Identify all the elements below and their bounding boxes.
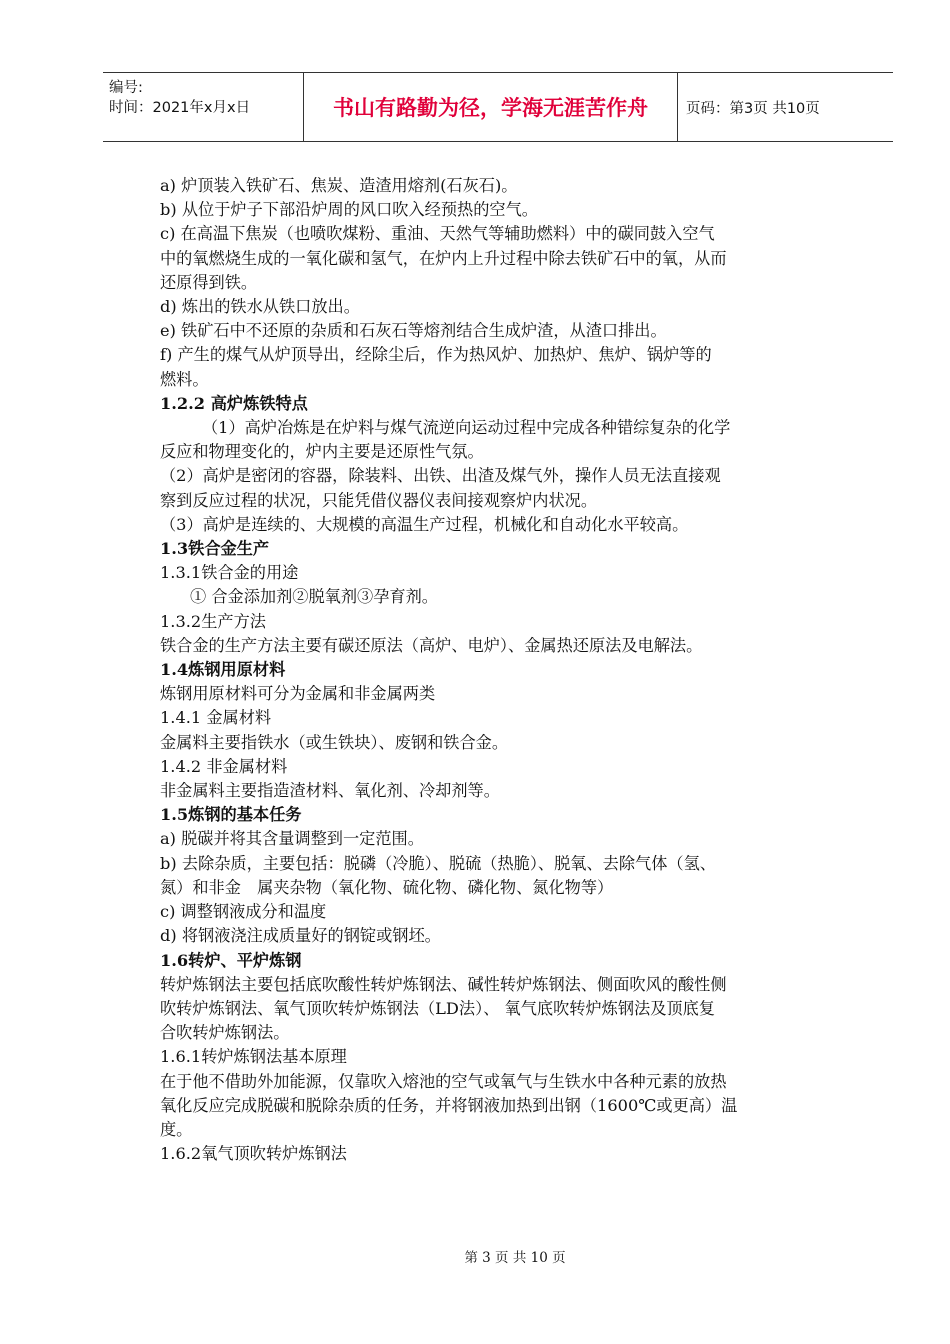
subsection-heading: 1.6.1转炉炼钢法基本原理 <box>160 1047 347 1067</box>
page-footer: 第 3 页 共 10 页 <box>464 1250 566 1266</box>
body-line: 转炉炼钢法主要包括底吹酸性转炉炼钢法、碱性转炉炼钢法、侧面吹风的酸性侧 <box>160 974 727 994</box>
header-page-info: 页码：第3页 共10页 <box>686 100 820 117</box>
body-line: 察到反应过程的状况，只能凭借仪器仪表间接观察炉内状况。 <box>160 490 598 510</box>
body-line: 吹转炉炼钢法、氧气顶吹转炉炼钢法（LD法）、 氧气底吹转炉炼钢法及顶底复 <box>160 998 715 1018</box>
section-heading: 1.5炼钢的基本任务 <box>160 805 302 825</box>
body-line: 炼钢用原材料可分为金属和非金属两类 <box>160 684 436 704</box>
body-line: 在于他不借助外加能源，仅靠吹入熔池的空气或氧气与生铁水中各种元素的放热 <box>160 1071 727 1091</box>
body-line: b) 去除杂质，主要包括：脱磷（冷脆）、脱硫（热脆）、脱氧、去除气体（氢、 <box>160 853 716 873</box>
section-heading: 1.3铁合金生产 <box>160 539 270 559</box>
body-line: 还原得到铁。 <box>160 272 258 292</box>
subsection-heading: 1.6.2氧气顶吹转炉炼钢法 <box>160 1144 347 1164</box>
body-line: b) 从位于炉子下部沿炉周的风口吹入经预热的空气。 <box>160 200 538 220</box>
body-line: （3）高炉是连续的、大规模的高温生产过程，机械化和自动化水平较高。 <box>160 514 689 534</box>
body-line: （1）高炉冶炼是在炉料与煤气流逆向运动过程中完成各种错综复杂的化学 <box>202 418 731 438</box>
subsection-heading: 1.3.2生产方法 <box>160 611 266 631</box>
body-line: a) 炉顶装入铁矿石、焦炭、造渣用熔剂(石灰石)。 <box>160 176 518 195</box>
body-line: d) 炼出的铁水从铁口放出。 <box>160 297 360 317</box>
body-line: a) 脱碳并将其含量调整到一定范围。 <box>160 829 424 849</box>
body-line: 金属料主要指铁水（或生铁块）、废钢和铁合金。 <box>160 732 509 752</box>
header-meta <box>103 73 303 141</box>
document-body <box>160 174 840 1166</box>
section-heading: 1.6转炉、平炉炼钢 <box>160 950 302 970</box>
body-line: d) 将钢液浇注成质量好的钢锭或钢坯。 <box>160 926 441 946</box>
body-line: f) 产生的煤气从炉顶导出，经除尘后，作为热风炉、加热炉、焦炉、锅炉等的 <box>160 345 712 365</box>
page-header <box>103 72 893 142</box>
body-line: 非金属料主要指造渣材料、氧化剂、冷却剂等。 <box>160 781 500 801</box>
document-time-label: 时间：2021年x月x日 <box>109 100 251 116</box>
subsection-heading: 1.4.2 非金属材料 <box>160 756 288 776</box>
body-line: 氮）和非金 属夹杂物（氧化物、硫化物、磷化物、氮化物等） <box>160 877 614 897</box>
header-motto: 书山有路勤为径，学海无涯苦作舟 <box>303 73 678 141</box>
body-line: c) 调整钢液成分和温度 <box>160 902 327 922</box>
body-line: 反应和物理变化的，炉内主要是还原性气氛。 <box>160 442 484 462</box>
body-line: 氧化反应完成脱碳和脱除杂质的任务，并将钢液加热到出钢（1600℃或更高）温 <box>160 1095 738 1115</box>
body-line: 燃料。 <box>160 369 209 389</box>
body-line: 度。 <box>160 1119 193 1139</box>
section-heading: 1.2.2 高炉炼铁特点 <box>160 393 308 413</box>
subsection-heading: 1.3.1铁合金的用途 <box>160 563 299 583</box>
body-line: c) 在高温下焦炭（也喷吹煤粉、重油、天然气等辅助燃料）中的碳同鼓入空气 <box>160 224 715 244</box>
body-line: e) 铁矿石中不还原的杂质和石灰石等熔剂结合生成炉渣，从渣口排出。 <box>160 321 667 341</box>
section-heading: 1.4炼钢用原材料 <box>160 660 286 680</box>
document-number-label: 编号: <box>109 80 143 96</box>
body-line: 中的氧燃烧生成的一氧化碳和氢气，在炉内上升过程中除去铁矿石中的氧，从而 <box>160 248 727 268</box>
body-line: 合吹转炉炼钢法。 <box>160 1023 290 1043</box>
body-line: 铁合金的生产方法主要有碳还原法（高炉、电炉）、金属热还原法及电解法。 <box>160 635 703 655</box>
subsection-heading: 1.4.1 金属材料 <box>160 708 272 728</box>
body-line: ① 合金添加剂②脱氧剂③孕育剂。 <box>190 587 438 607</box>
body-line: （2）高炉是密闭的容器，除装料、出铁、出渣及煤气外，操作人员无法直接观 <box>160 466 721 486</box>
